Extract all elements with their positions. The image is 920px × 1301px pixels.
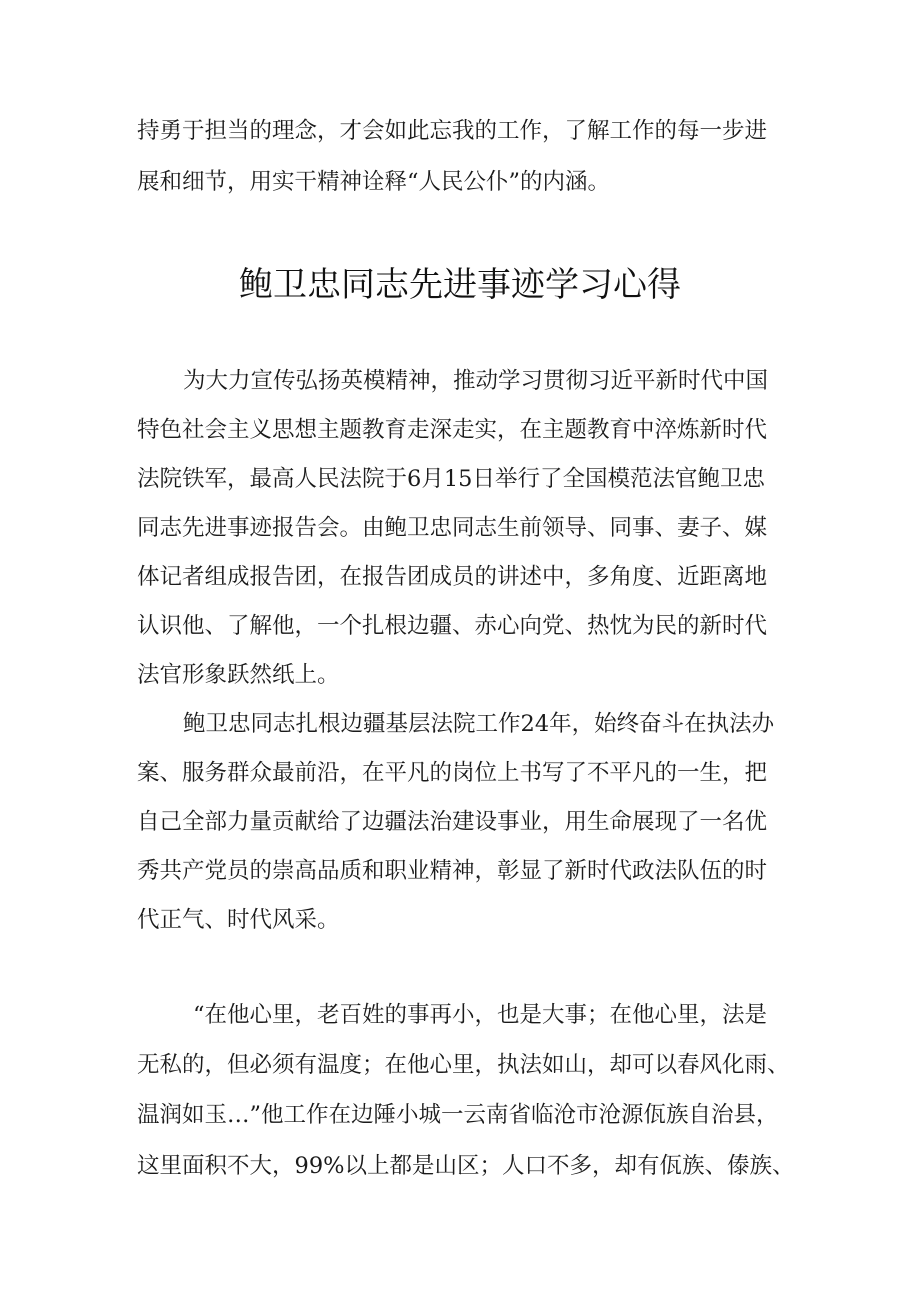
text-line-content: 为大力宣传弘扬英模精神，推动学习贯彻习近平新时代中国 (183, 368, 769, 394)
text-line-content: 温润如玉…”他工作在边陲小城一云南省临沧市沧源佤族自治县， (137, 1102, 779, 1128)
text-line (0, 606, 920, 646)
text-line (0, 1095, 920, 1135)
text-line (0, 111, 920, 151)
text-line (0, 753, 920, 793)
text-line-content: 同志先进事迹报告会。由鲍卫忠同志生前领导、同事、妻子、媒 (137, 515, 768, 541)
text-line (0, 851, 920, 891)
text-line (0, 361, 920, 401)
article-title: 鲍卫忠同志先进事迹学习心得 (239, 265, 681, 305)
text-line-content: 体记者组成报告团，在报告团成员的讲述中，多角度、近距离地 (137, 564, 768, 590)
text-line-content: “在他心里，老百姓的事再小，也是大事；在他心里，法是 (193, 1002, 768, 1028)
text-line-content: 这里面积不大，99%以上都是山区；人口不多，却有佤族、傣族、 (137, 1153, 795, 1179)
text-line-content: 代正气、时代风采。 (137, 907, 340, 933)
text-line (0, 1146, 920, 1186)
text-line-content: 秀共产党员的崇高品质和职业精神，彰显了新时代政法队伍的时 (137, 858, 768, 884)
text-line-content: 展和细节，用实干精神诠释“人民公仆”的内涵。 (137, 169, 611, 195)
text-line-content: 案、服务群众最前沿，在平凡的岗位上书写了不平凡的一生，把 (137, 760, 768, 786)
text-line (0, 900, 920, 940)
text-line (0, 162, 920, 202)
text-line-content: 无私的，但必须有温度；在他心里，执法如山，却可以春风化雨、 (137, 1052, 790, 1078)
text-line-content: 认识他、了解他，一个扎根边疆、赤心向党、热忱为民的新时代 (137, 613, 768, 639)
text-line-content: 自己全部力量贡献给了边疆法治建设事业，用生命展现了一名优 (137, 809, 768, 835)
text-line (0, 802, 920, 842)
text-line-content: 法官形象跃然纸上。 (137, 662, 340, 688)
text-line (0, 995, 920, 1035)
text-line (0, 459, 920, 499)
text-line-content: 鲍卫忠同志扎根边疆基层法院工作24年，始终奋斗在执法办 (183, 711, 775, 737)
text-line (0, 704, 920, 744)
text-line (0, 557, 920, 597)
text-line (0, 410, 920, 450)
text-line-content: 持勇于担当的理念，才会如此忘我的工作，了解工作的每一步进 (137, 118, 768, 144)
text-line (0, 1045, 920, 1085)
text-line-content: 特色社会主义思想主题教育走深走实，在主题教育中淬炼新时代 (137, 417, 768, 443)
text-line-content: 法院铁军，最高人民法院于6月15日举行了全国模范法官鲍卫忠 (137, 466, 765, 492)
text-line (0, 508, 920, 548)
text-line (0, 655, 920, 695)
